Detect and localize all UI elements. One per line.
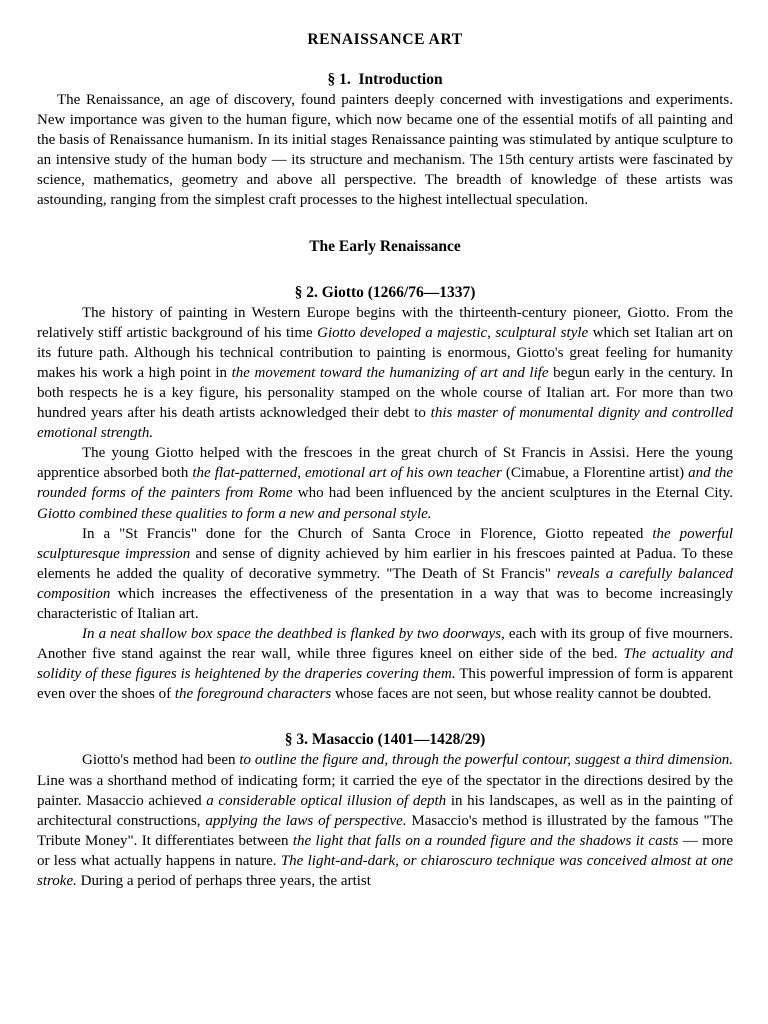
text-run: begun early in the century. In both respects he is a key figure, his personality stamped on the whole course of Italian art. For more than two hundred years after his death artists acknowledged their debt to [37,364,733,422]
emphasis-run: to outline the figure and, through the powerful contour, suggest a third dimension. [239,752,733,769]
body-paragraph [37,624,733,704]
emphasis-run: this master of monumental dignity and controlled emotional strength. [37,405,734,442]
page-title: RENAISSANCE ART [307,31,463,48]
emphasis-run: the movement toward the humanizing of art and life [231,364,549,381]
emphasis-run: applying the laws of perspective. [205,812,407,829]
emphasis-run: the light that falls on a rounded figure and the shadows it casts [292,832,679,849]
heading-spacer [37,211,733,237]
text-run: This powerful impression of form is apparent even over the shoes of [37,666,733,703]
body-paragraph [37,524,733,624]
text-run: Giotto's method had been [82,752,240,769]
emphasis-run: and the rounded forms of the painters from Rome [37,465,734,502]
text-run: and sense of dignity achieved by him earlier in his frescoes painted at Padua. To these elements he added the quality of decorative symmetry. "The Death of St Francis" [37,545,733,582]
heading-introduction: § 1. Introduction [327,71,443,88]
body-paragraph [37,750,733,891]
heading-spacer [37,704,733,730]
emphasis-run: reveals a carefully balanced composition [37,565,734,602]
text-run: whose faces are not seen, but whose reality cannot be doubted. [331,686,712,703]
body-paragraph [37,303,733,444]
heading-giotto: § 2. Giotto (1266/76—1337) [294,283,476,301]
heading-spacer [37,257,733,283]
emphasis-run: the flat-patterned, emotional art of his own teacher [192,465,502,482]
text-run: each with its group of five mourners. Another five stand against the rear wall, while three figures kneel on either side of the bed. [37,626,733,663]
text-run: in his landscapes, as well as in the painting of architectural constructions, [37,792,733,829]
text-run: The young Giotto helped with the frescoes in the great church of St Francis in Assisi. Here the young apprentice absorbed both [37,445,733,482]
emphasis-run: the powerful sculpturesque impression [37,525,733,562]
text-run: which increases the effectiveness of the presentation in a way that was to become increasingly characteristic of Italian art. [37,585,733,622]
emphasis-run: Giotto combined these qualities to form a new and personal style. [37,505,432,522]
text-run: In a "St Francis" done for the Church of Santa Croce in Florence, Giotto repeated [82,525,653,542]
emphasis-run: the foreground characters [174,686,332,703]
heading-spacer [37,50,733,70]
text-run: which set Italian art on its future path. Although his technical contribution to painting is enormous, Giotto's great feeling for humanity makes his work a high point in [37,324,733,381]
text-run: Line was a shorthand method of indicating form; it carried the eye of the spectator in the directions desired by the painter. Masaccio achieved [37,772,733,809]
text-run: (Cimabue, a Florentine artist) [501,465,689,482]
text-run: The history of painting in Western Europe begins with the thirteenth-century pioneer, Giotto. From the relatively stiff artistic background of his time [37,304,733,341]
emphasis-run: Giotto developed a majestic, sculptural style [317,324,589,341]
text-run: The Renaissance, an age of discovery, found painters deeply concerned with investigations and experiments. New importance was given to the human figure, which now became one of the essential motifs of all painting and the basis of Renaissance humanism. In its initial stages Renaissance painting was stimulated by antique sculpture to an intensive study of the human body — its structure and mechanism. The 15th century artists were fascinated by science, mathematics, geometry and above all perspective. The breadth of knowledge of these artists was astounding, ranging from the simplest craft processes to the highest intellectual speculation. [37,92,733,209]
body-paragraph [37,443,733,523]
text-run: During a period of perhaps three years, the artist [76,873,371,889]
body-paragraph [37,90,733,211]
emphasis-run: In a neat shallow box space the deathbed is flanked by two doorways, [82,626,505,643]
document-body [37,50,733,891]
text-run: who had been influenced by the ancient sculptures in the Eternal City. [292,485,733,502]
text-run: Masaccio's method is illustrated by the famous "The Tribute Money". It differentiates between [37,812,733,849]
emphasis-run: The actuality and solidity of these figures is heightened by the draperies covering them. [37,646,733,683]
emphasis-run: The light-and-dark, or chiaroscuro technique was conceived almost at one stroke. [37,852,733,889]
heading-early-renaissance: The Early Renaissance [309,237,461,255]
heading-masaccio: § 3. Masaccio (1401—1428/29) [284,731,486,749]
emphasis-run: a considerable optical illusion of depth [206,792,447,809]
text-run: — more or less what actually happens in nature. [37,832,733,869]
